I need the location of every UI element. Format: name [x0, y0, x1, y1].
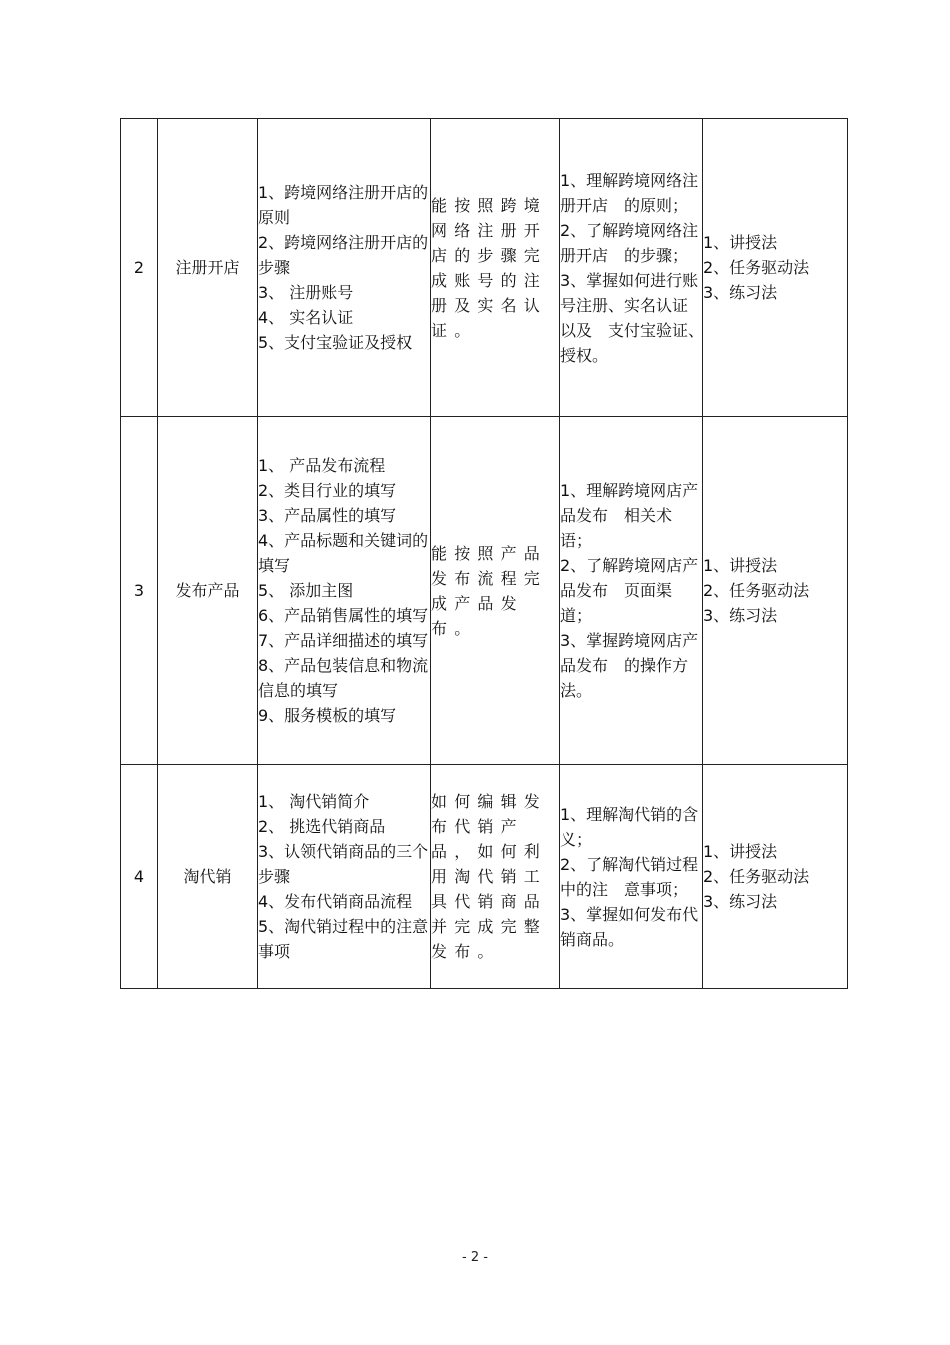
teaching-methods: [703, 765, 848, 989]
learning-objectives: [560, 765, 703, 989]
content-item: 4、 实名认证: [258, 308, 354, 327]
course-table: [120, 118, 848, 989]
objective-item: 1、理解淘代销的含义；: [560, 804, 699, 849]
method-item: 3、练习法: [703, 606, 778, 625]
content-item: 3、产品属性的填写: [258, 506, 397, 525]
unit-content: [258, 765, 431, 989]
table-row: [121, 765, 848, 989]
unit-content: [258, 417, 431, 765]
method-item: 1、讲授法: [703, 842, 778, 861]
content-item: 3、 注册账号: [258, 283, 354, 302]
table-row: [121, 417, 848, 765]
method-item: 1、讲授法: [703, 233, 778, 252]
learning-objectives: [560, 417, 703, 765]
content-item: 2、 挑选代销商品: [258, 817, 386, 836]
objective-item: 2、了解淘代销过程中的注 意事项；: [560, 854, 699, 899]
content-item: 5、 添加主图: [258, 581, 354, 600]
row-number: 4: [121, 765, 158, 989]
row-number: 3: [121, 417, 158, 765]
content-item: 1、 产品发布流程: [258, 456, 386, 475]
objective-item: 1、理解跨境网店产品发布 相关术语；: [560, 481, 699, 550]
objective-item: 1、理解跨境网络注册开店 的原则；: [560, 170, 699, 215]
content-item: 4、产品标题和关键词的填写: [258, 531, 429, 575]
objective-item: 3、掌握跨境网店产品发布 的操作方法。: [560, 631, 699, 700]
objective-item: 2、了解跨境网店产品发布 页面渠道；: [560, 556, 699, 625]
content-item: 3、认领代销商品的三个步骤: [258, 842, 429, 886]
skill-requirement: 能按照跨境网络注册开店的步骤完成账号的注册及实名认证。: [431, 119, 560, 417]
content-item: 1、 淘代销简介: [258, 792, 370, 811]
content-item: 2、类目行业的填写: [258, 481, 397, 500]
content-item: 9、服务模板的填写: [258, 706, 397, 725]
method-item: 2、任务驱动法: [703, 867, 810, 886]
content-item: 4、发布代销商品流程: [258, 892, 413, 911]
content-item: 8、产品包装信息和物流信息的填写: [258, 656, 429, 700]
skill-requirement: 能按照产品发布流程完成产品发布。: [431, 417, 560, 765]
content-item: 6、产品销售属性的填写: [258, 606, 429, 625]
row-number: 2: [121, 119, 158, 417]
page-number: - 2 -: [462, 1250, 488, 1265]
table-row: [121, 119, 848, 417]
unit-content: [258, 119, 431, 417]
skill-requirement: 如何编辑发布代销产品，如何利用淘代销工具代销商品并完成完整发布。: [431, 765, 560, 989]
method-item: 1、讲授法: [703, 556, 778, 575]
teaching-methods: [703, 417, 848, 765]
objective-item: 3、掌握如何进行账号注册、实名认证以及 支付宝验证、 授权。: [560, 270, 713, 365]
method-item: 2、任务驱动法: [703, 258, 810, 277]
unit-topic: 淘代销: [158, 765, 258, 989]
content-item: 1、跨境网络注册开店的原则: [258, 183, 429, 227]
objective-item: 2、了解跨境网络注册开店 的步骤；: [560, 220, 699, 265]
content-item: 5、淘代销过程中的注意事项: [258, 917, 429, 961]
content-item: 2、跨境网络注册开店的步骤: [258, 233, 429, 277]
teaching-methods: [703, 119, 848, 417]
content-item: 7、产品详细描述的填写: [258, 631, 429, 650]
method-item: 3、练习法: [703, 283, 778, 302]
method-item: 2、任务驱动法: [703, 581, 810, 600]
unit-topic: 注册开店: [158, 119, 258, 417]
learning-objectives: [560, 119, 713, 417]
content-item: 5、支付宝验证及授权: [258, 333, 413, 352]
method-item: 3、练习法: [703, 892, 778, 911]
objective-item: 3、掌握如何发布代销商品。: [560, 904, 699, 949]
unit-topic: 发布产品: [158, 417, 258, 765]
